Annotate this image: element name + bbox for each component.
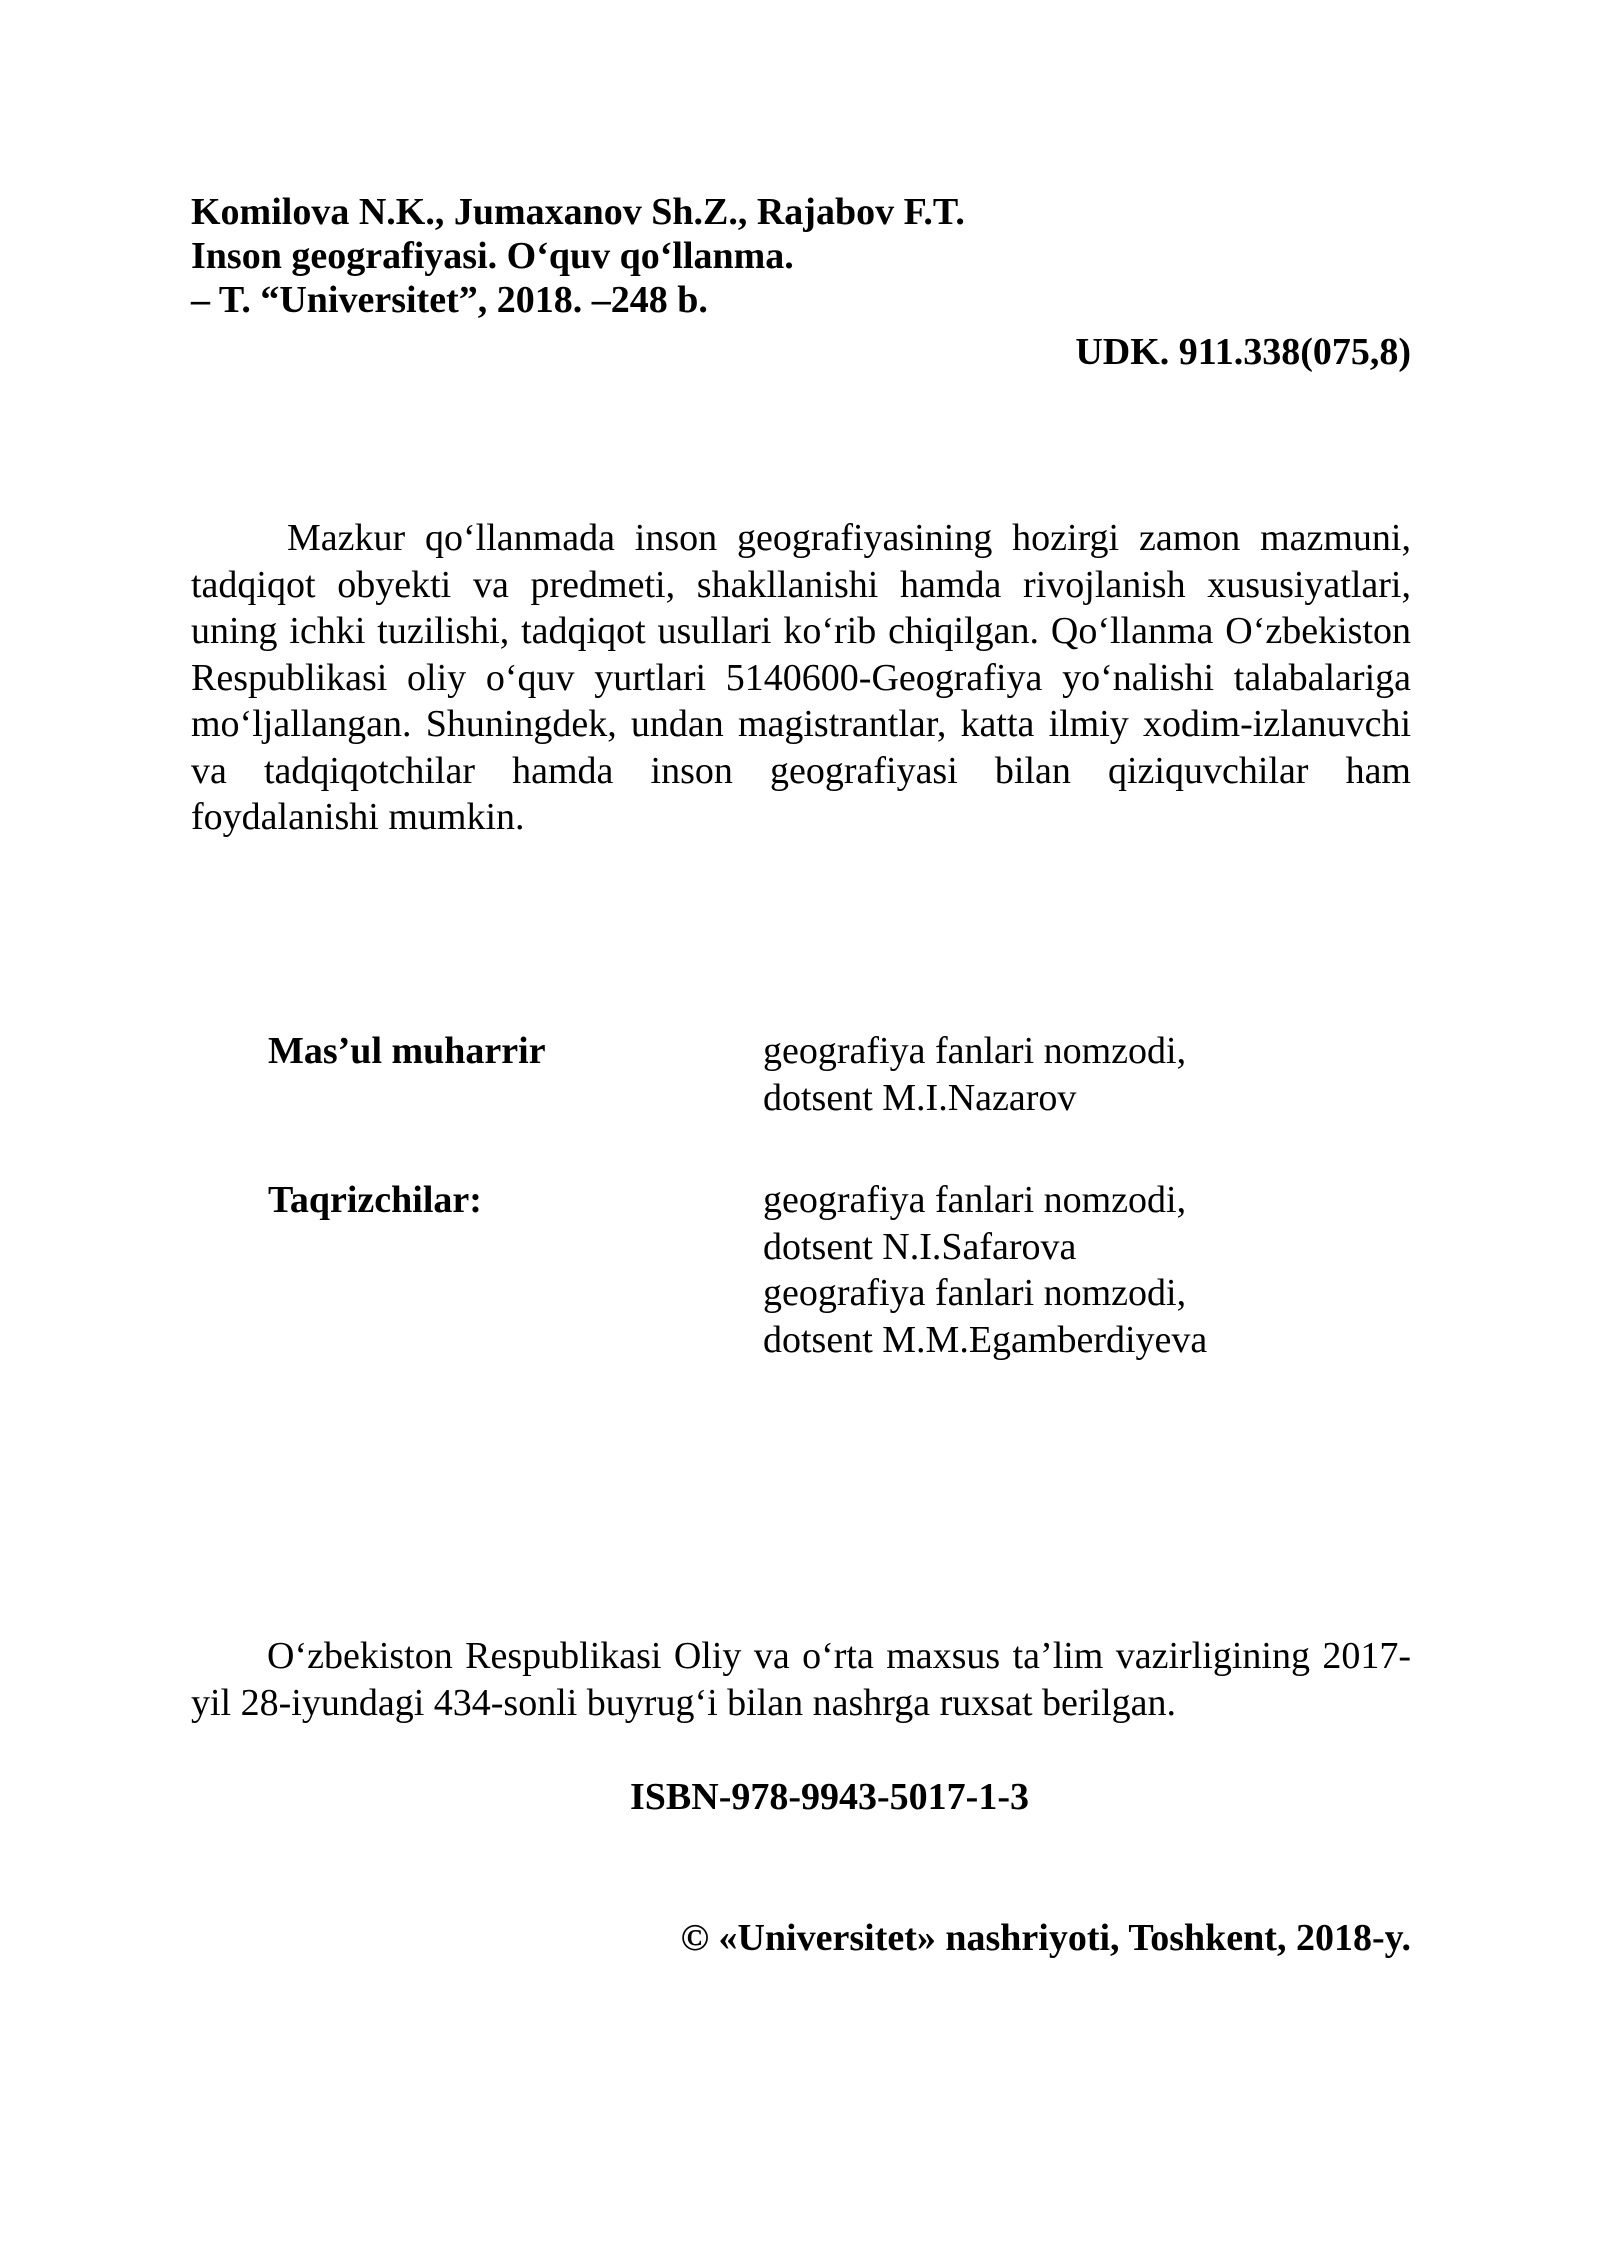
imprint: – T. “Universitet”, 2018. –248 b. xyxy=(191,279,708,321)
reviewers-row xyxy=(268,1177,1368,1363)
book-title: Inson geografiyasi. O‘quv qo‘llanma. xyxy=(191,235,794,277)
editor-details xyxy=(763,1028,1186,1121)
reviewer-line: geografiya fanlari nomzodi, xyxy=(763,1272,1187,1314)
abstract-paragraph: Mazkur qo‘llanmada inson geografiyasining hozirgi zamon mazmuni, tadqiqot obyekti va predmeti, shakllanishi hamda rivojlanish xususiyatlari, uning ichki tuzilishi, tadqiqot usullari ko‘rib chiqilgan. Qo‘llanma O‘zbekiston Respublikasi oliy o‘quv yurtlari 5140600-Geografiya yo‘nalishi talabalariga mo‘ljallangan. Shuningdek, undan magistrantlar, katta ilmiy xodim-izlanuvchi va tadqiqotchilar hamda inson geografiyasi bilan qiziquvchilar ham foydalanishi mumkin. xyxy=(191,517,1411,838)
copyright-notice: © «Universitet» nashriyoti, Toshkent, 2018-y. xyxy=(680,1917,1411,1959)
credits-section xyxy=(268,1028,1368,1363)
editor-label: Mas’ul muharrir xyxy=(268,1030,546,1072)
approval-paragraph: O‘zbekiston Respublikasi Oliy va o‘rta maxsus ta’lim vazirligining 2017-yil 28-iyundagi 434-sonli buyrug‘i bilan nashrga ruxsat berilgan. xyxy=(191,1635,1411,1724)
reviewers-label: Taqrizchilar: xyxy=(268,1179,482,1221)
bibliographic-header xyxy=(191,190,1411,322)
authors: Komilova N.K., Jumaxanov Sh.Z., Rajabov F.T. xyxy=(191,191,965,233)
reviewer-line: geografiya fanlari nomzodi, xyxy=(763,1179,1187,1221)
editor-row xyxy=(268,1028,1368,1121)
reviewers-details xyxy=(763,1177,1207,1363)
udk-code: UDK. 911.338(075,8) xyxy=(1075,331,1411,373)
editor-line: geografiya fanlari nomzodi, xyxy=(763,1030,1187,1072)
isbn-number: ISBN-978-9943-5017-1-3 xyxy=(630,1776,1029,1818)
reviewer-line: dotsent M.M.Egamberdiyeva xyxy=(763,1318,1208,1361)
editor-line: dotsent M.I.Nazarov xyxy=(763,1076,1077,1119)
reviewer-line: dotsent N.I.Safarova xyxy=(763,1225,1077,1268)
